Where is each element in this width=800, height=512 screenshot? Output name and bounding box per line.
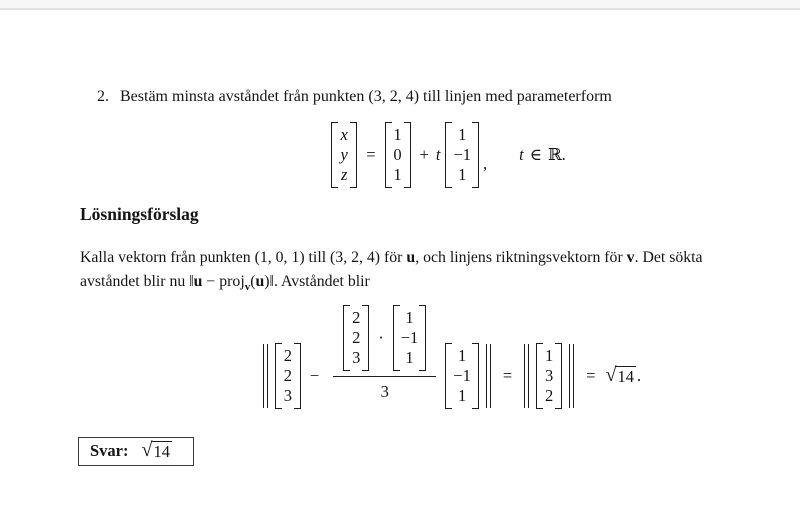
- comma: ,: [483, 154, 488, 173]
- equals-sign: =: [366, 145, 376, 164]
- period: .: [636, 365, 642, 385]
- problem-statement-line: [80, 88, 723, 106]
- page-top-gap: [0, 0, 800, 10]
- paragraph-line: [80, 270, 723, 300]
- text-segment: Kalla vektorn från punkten (1, 0, 1) till (3, 2, 4) för: [80, 249, 407, 266]
- vector-entry: −1: [453, 365, 471, 385]
- text-segment: . Det sökta: [634, 249, 703, 266]
- vector-entry: 1: [545, 345, 554, 365]
- vector-entry: 1: [393, 165, 402, 184]
- column-vector-xyz: [331, 122, 357, 188]
- answer-label: Svar:: [90, 441, 129, 461]
- vector-v-symbol: v: [626, 249, 635, 266]
- vector-entry: 2: [352, 328, 361, 348]
- vector-entry: 1: [458, 165, 467, 184]
- vector-entry: x: [340, 125, 348, 144]
- text-segment: avståndet blir nu ‖: [80, 272, 194, 290]
- problem-number: 2.: [97, 88, 109, 105]
- radicand: 14: [617, 366, 634, 386]
- vector-entry: 1: [393, 125, 402, 144]
- radicand: 14: [153, 442, 170, 462]
- column-vector-point: [385, 122, 411, 188]
- denominator-value: 3: [380, 382, 389, 402]
- problem-statement: Bestäm minsta avståndet från punkten (3, 2, 4) till linjen med parameterform: [120, 88, 612, 105]
- document-page: [0, 88, 800, 466]
- plus-sign: +: [419, 145, 429, 164]
- column-vector-result: [536, 343, 562, 409]
- vector-entry: 1: [405, 348, 414, 368]
- vector-entry: −1: [453, 145, 471, 164]
- vector-entry: 3: [352, 348, 361, 368]
- element-of-sign: ∈: [529, 145, 542, 164]
- norm-bar: [263, 344, 268, 408]
- text-segment: − proj: [202, 272, 245, 290]
- vector-entry: y: [340, 145, 348, 164]
- square-root: [142, 441, 172, 461]
- text-segment: , och linjens riktningsvektorn för: [415, 249, 627, 266]
- radical-sign: √: [605, 363, 617, 386]
- distance-computation-equation: [128, 308, 771, 424]
- vector-entry: −1: [400, 328, 419, 348]
- projection-subscript-v: v: [244, 280, 251, 293]
- vector-entry: 2: [283, 365, 293, 385]
- projection-fraction: [333, 305, 436, 402]
- text-segment: )‖. Avståndet blir: [264, 272, 370, 290]
- norm-bar: [569, 344, 574, 408]
- vector-entry: z: [341, 165, 348, 184]
- radical-sign: √: [141, 439, 153, 462]
- fraction-denominator: [333, 376, 436, 402]
- solution-heading: Lösningsförslag: [80, 204, 199, 224]
- minus-sign: −: [309, 365, 320, 385]
- vector-entry: 3: [545, 365, 554, 385]
- column-vector-direction: [445, 122, 479, 188]
- square-root: [605, 363, 635, 386]
- answer-box: [78, 437, 194, 466]
- fraction-numerator: [333, 305, 436, 376]
- equals-sign: =: [502, 365, 513, 385]
- paragraph-line: [80, 246, 723, 270]
- vector-entry: 2: [283, 345, 293, 365]
- equals-sign: =: [586, 365, 596, 385]
- dot-product-sign: ·: [378, 328, 384, 348]
- vector-entry: 1: [405, 308, 414, 328]
- real-numbers-symbol: ℝ.: [547, 145, 566, 164]
- parameter-t: t: [519, 145, 524, 164]
- vector-entry: 1: [458, 125, 467, 144]
- parameter-t: t: [435, 145, 441, 164]
- solution-paragraph: [80, 246, 723, 299]
- column-vector-direction: [445, 343, 479, 409]
- vector-u-symbol: u: [255, 272, 265, 290]
- norm-bar: [486, 344, 491, 408]
- vector-entry: 3: [283, 385, 293, 405]
- vector-entry: 2: [352, 308, 361, 328]
- vector-u-symbol: u: [406, 249, 416, 266]
- vector-entry: 0: [393, 145, 402, 164]
- vector-u-symbol: u: [193, 272, 203, 290]
- vector-entry: 1: [457, 385, 467, 405]
- text-segment: (: [250, 272, 256, 290]
- norm-bar: [524, 344, 529, 408]
- parametric-form-equation: [126, 122, 769, 188]
- column-vector-v: [393, 305, 427, 371]
- column-vector-u: [275, 343, 301, 409]
- vector-entry: 1: [457, 345, 467, 365]
- vector-entry: 2: [545, 385, 554, 405]
- column-vector-u: [343, 305, 369, 371]
- parameter-domain: [519, 145, 566, 165]
